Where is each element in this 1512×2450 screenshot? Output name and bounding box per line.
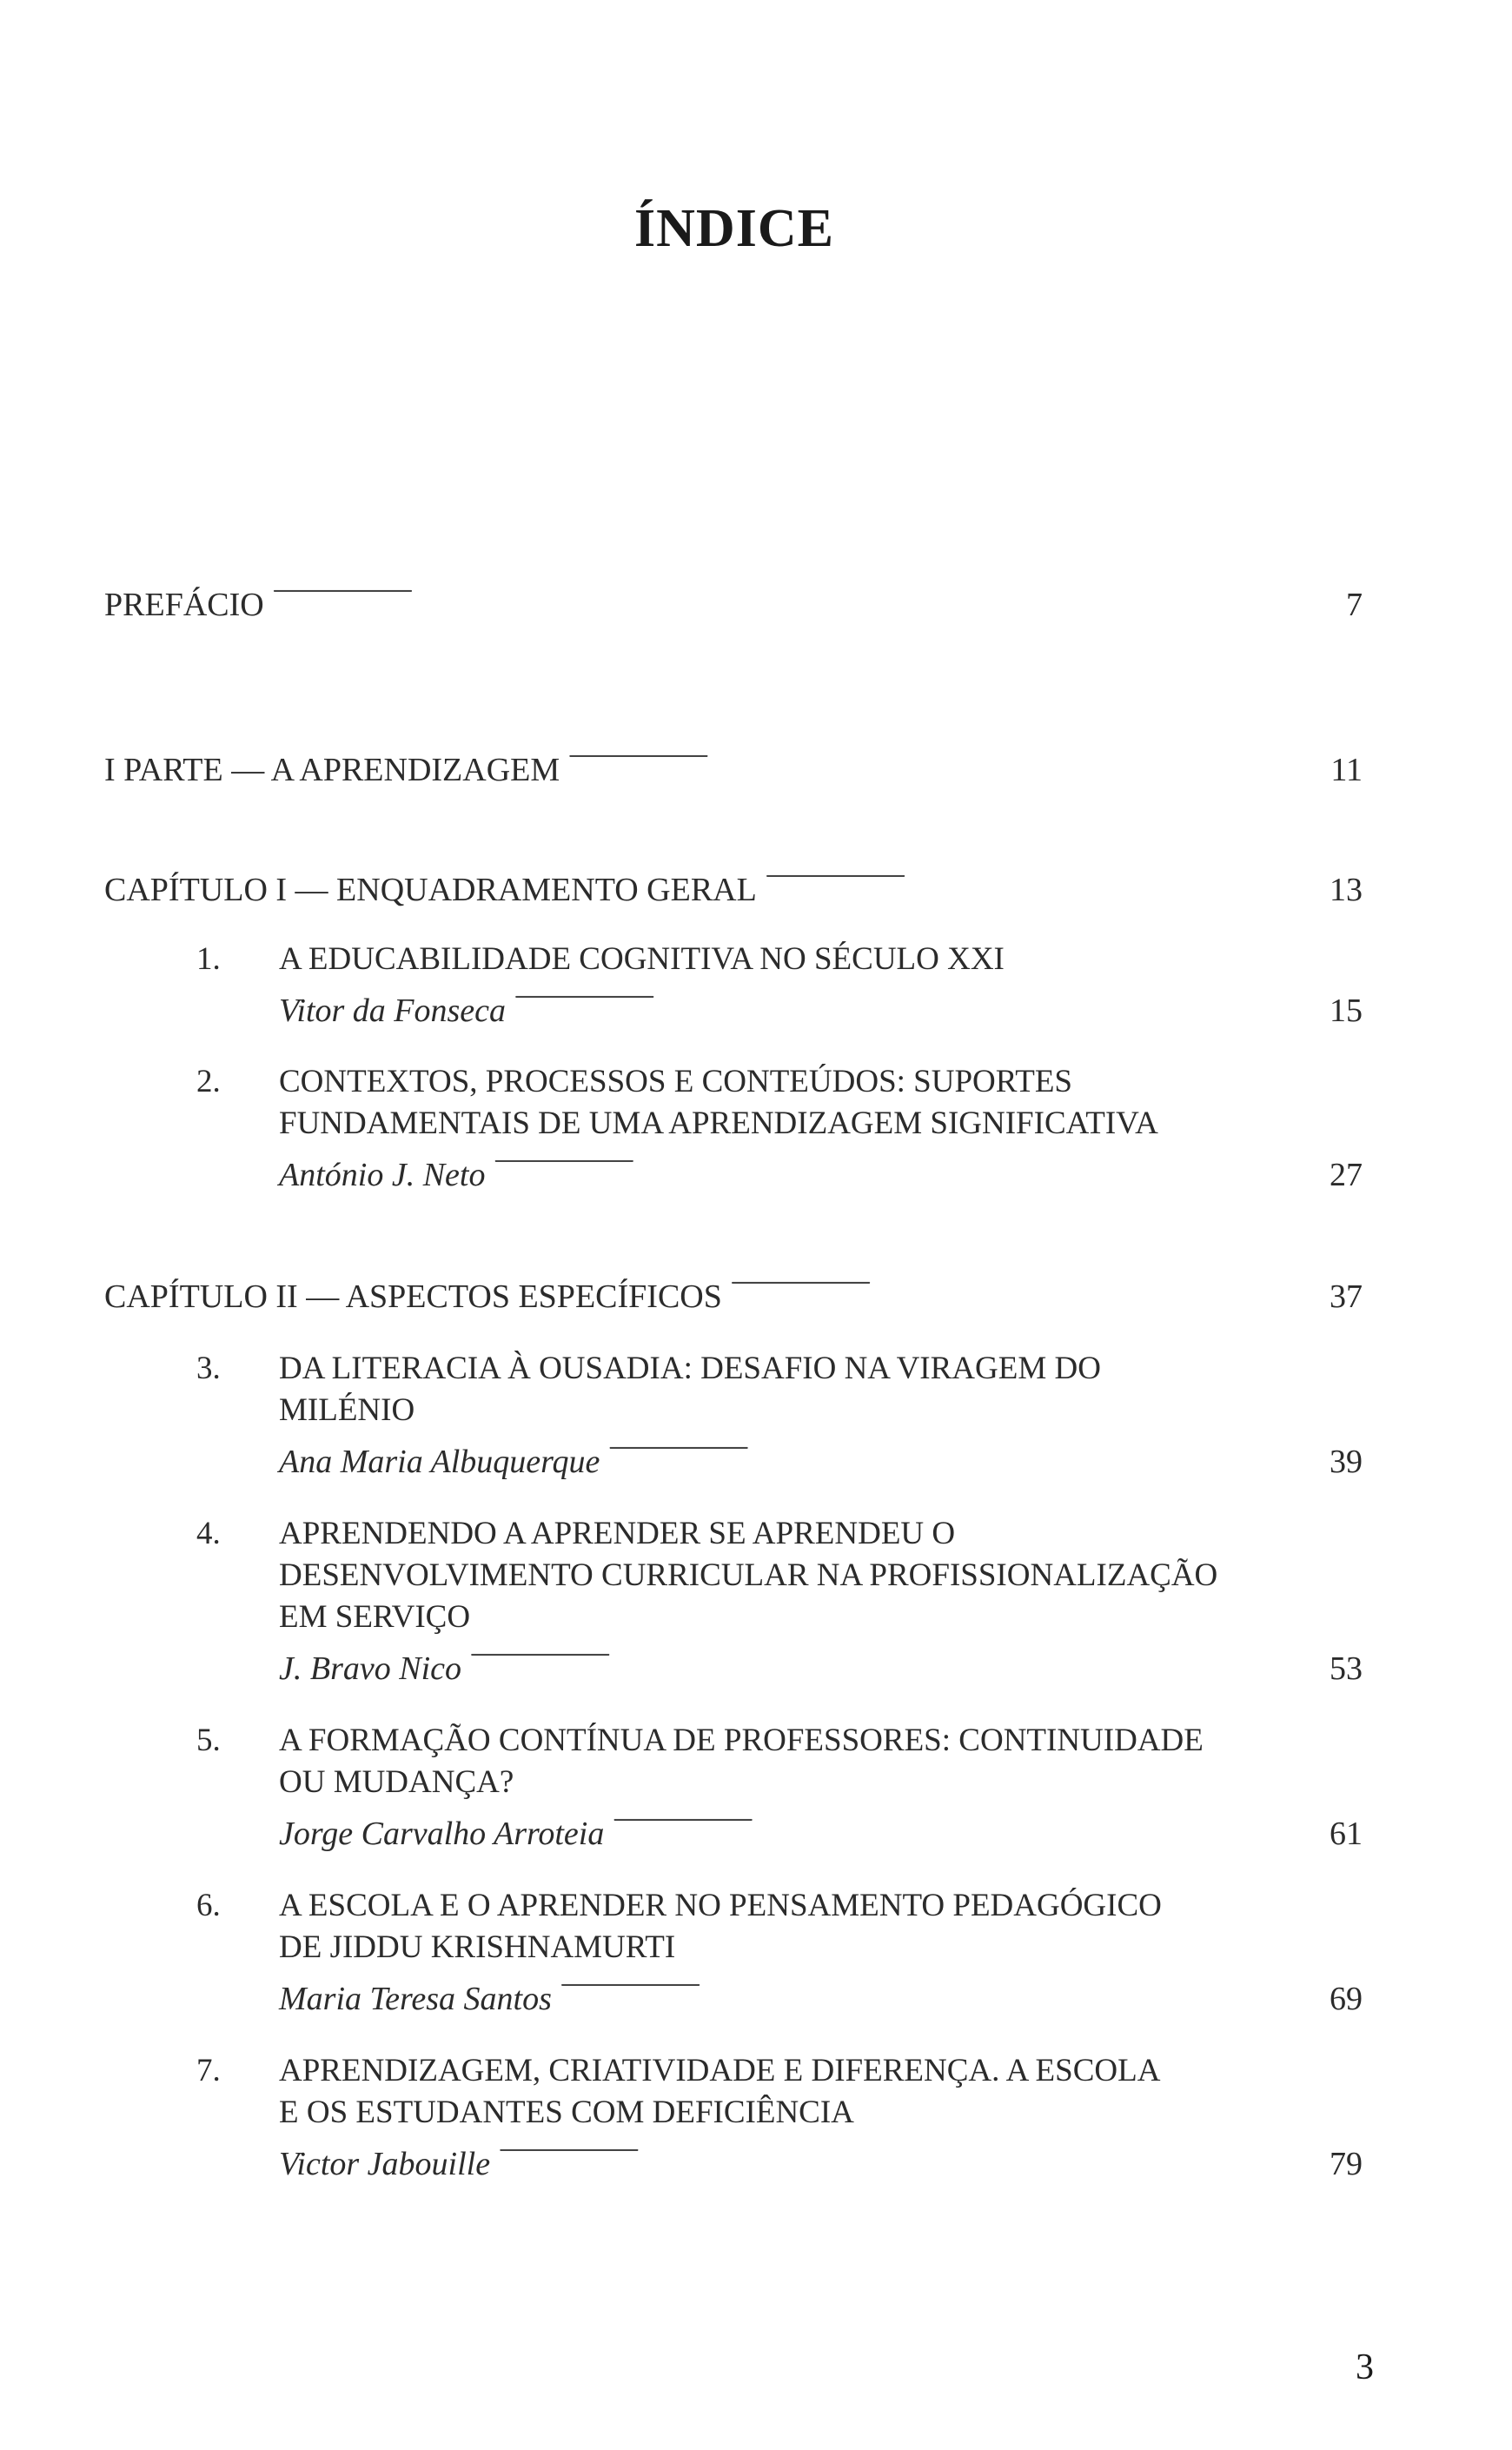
toc-item-title[interactable]: MILÉNIO [279,1392,415,1428]
toc-page: 61 [1330,1816,1363,1852]
dot-leader [568,740,1291,780]
toc-item-author-row[interactable] [279,2135,1363,2184]
dot-leader [514,981,1291,1021]
toc-item-author-row[interactable] [279,1969,1363,2019]
toc-item-author-row[interactable] [279,1432,1363,1482]
toc-page: 39 [1330,1444,1363,1480]
toc-item-number: 6. [196,1888,221,1923]
toc-page: 53 [1330,1650,1363,1687]
toc-entry-chapter1[interactable] [104,860,1363,910]
toc-item-title[interactable]: A EDUCABILIDADE COGNITIVA NO SÉCULO XXI [279,941,1005,977]
toc-item-title[interactable]: APRENDIZAGEM, CRIATIVIDADE E DIFERENÇA. A ESCOLA [279,2053,1161,2088]
toc-item-author-row[interactable] [279,1804,1363,1854]
toc-author: António J. Neto [279,1157,486,1193]
dot-leader [613,1804,1291,1844]
toc-label: I PARTE — A APRENDIZAGEM [104,752,560,788]
toc-page: 37 [1330,1278,1363,1315]
dot-leader [499,2135,1291,2174]
toc-item-title[interactable]: EM SERVIÇO [279,1599,471,1635]
toc-item-number: 3. [196,1351,221,1386]
toc-label: CAPÍTULO I — ENQUADRAMENTO GERAL [104,872,757,908]
dot-leader [608,1432,1291,1472]
toc-label: CAPÍTULO II — ASPECTOS ESPECÍFICOS [104,1278,722,1315]
toc-item-title[interactable]: DESENVOLVIMENTO CURRICULAR NA PROFISSIONALIZAÇÃO [279,1557,1218,1593]
toc-author: Ana Maria Albuquerque [279,1444,600,1480]
toc-author: Maria Teresa Santos [279,1981,552,2017]
toc-item-title[interactable]: CONTEXTOS, PROCESSOS E CONTEÚDOS: SUPORTES [279,1064,1073,1099]
dot-leader [560,1969,1291,2009]
toc-entry-preface[interactable] [104,575,1363,625]
dot-leader [273,575,1291,615]
toc-page: 7 [1346,587,1363,623]
toc-item-title[interactable]: OU MUDANÇA? [279,1764,514,1800]
toc-author: Jorge Carvalho Arroteia [279,1816,605,1852]
page-number: 3 [1356,2347,1374,2387]
toc-item-title[interactable]: DE JIDDU KRISHNAMURTI [279,1929,676,1965]
page-title: ÍNDICE [634,199,834,258]
toc-item-author-row[interactable] [279,1145,1363,1195]
toc-page: 69 [1330,1981,1363,2017]
toc-item-number: 7. [196,2053,221,2088]
toc-page: 15 [1330,993,1363,1029]
toc-page: 13 [1330,872,1363,908]
toc-item-title[interactable]: E OS ESTUDANTES COM DEFICIÊNCIA [279,2095,854,2130]
toc-entry-part1[interactable] [104,740,1363,790]
toc-author: Vitor da Fonseca [279,993,507,1029]
toc-item-title[interactable]: A FORMAÇÃO CONTÍNUA DE PROFESSORES: CONTINUIDADE [279,1723,1204,1758]
dot-leader [766,860,1291,900]
toc-item-title[interactable]: APRENDENDO A APRENDER SE APRENDEU O [279,1516,956,1551]
toc-item-number: 4. [196,1516,221,1551]
toc-page: 27 [1330,1157,1363,1193]
toc-item-title[interactable]: DA LITERACIA À OUSADIA: DESAFIO NA VIRAGEM DO [279,1351,1101,1386]
toc-author: J. Bravo Nico [279,1650,462,1687]
toc-page: 79 [1330,2146,1363,2182]
dot-leader [494,1145,1291,1185]
toc-entry-chapter2[interactable] [104,1267,1363,1317]
dot-leader [731,1267,1291,1307]
toc-item-number: 1. [196,941,221,977]
toc-label: PREFÁCIO [104,587,264,623]
toc-item-number: 2. [196,1064,221,1099]
toc-item-title[interactable]: FUNDAMENTAIS DE UMA APRENDIZAGEM SIGNIFICATIVA [279,1105,1158,1141]
toc-author: Victor Jabouille [279,2146,491,2182]
toc-item-author-row[interactable] [279,981,1363,1031]
toc-item-title[interactable]: A ESCOLA E O APRENDER NO PENSAMENTO PEDAGÓGICO [279,1888,1162,1923]
toc-item-number: 5. [196,1723,221,1758]
toc-page: 11 [1330,752,1363,788]
toc-item-author-row[interactable] [279,1639,1363,1689]
dot-leader [470,1639,1291,1679]
